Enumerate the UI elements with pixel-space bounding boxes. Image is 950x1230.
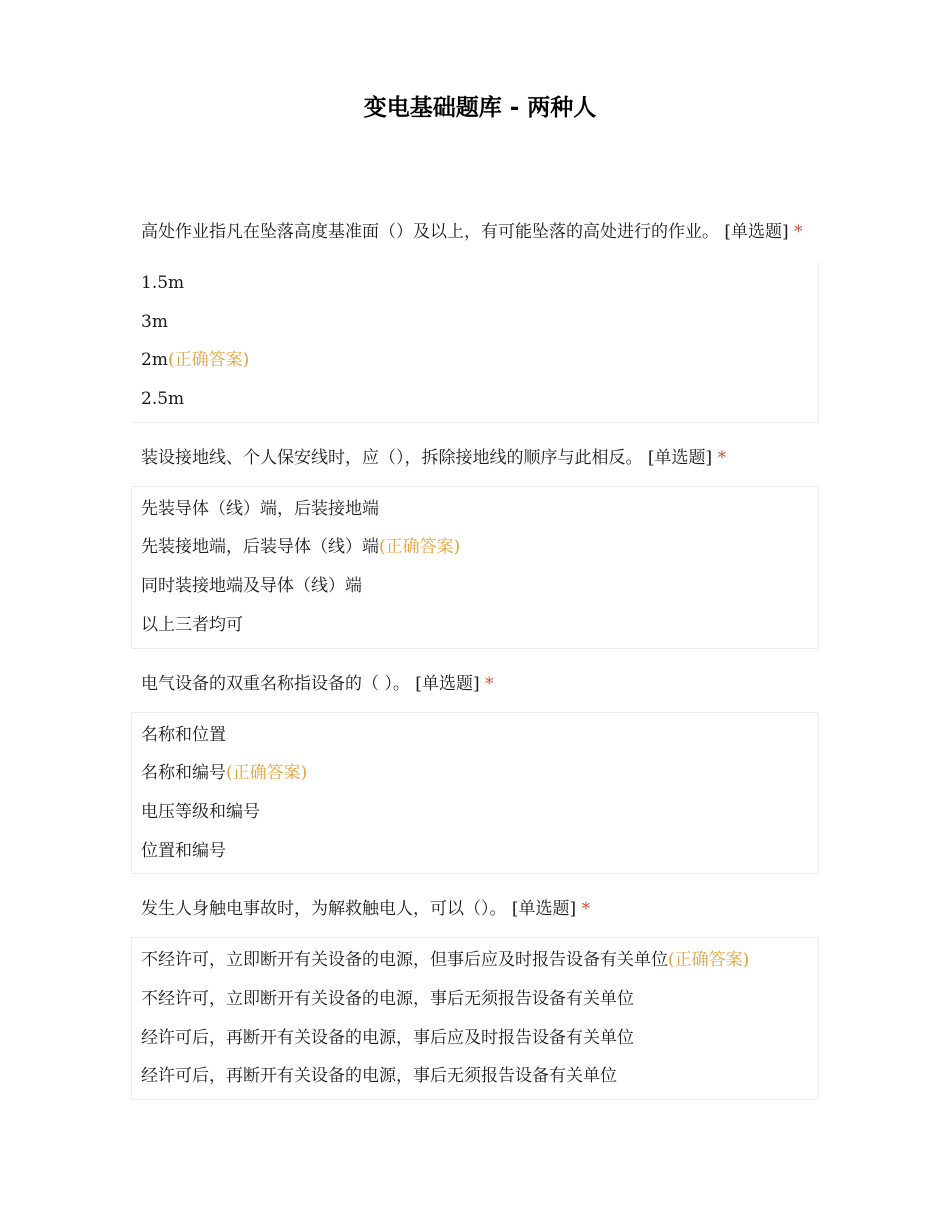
option-label: 位置和编号 (141, 840, 226, 861)
option-item (132, 341, 818, 380)
question-1 (131, 214, 819, 423)
option-label: 以上三者均可 (141, 614, 243, 635)
option-list (131, 712, 819, 875)
option-label: 先装接地端，后装导体（线）端 (141, 537, 379, 558)
option-item (132, 567, 818, 606)
option-item (132, 1057, 818, 1096)
option-item (132, 793, 818, 832)
option-label: 2m (141, 350, 168, 371)
option-label: 名称和编号 (141, 763, 226, 784)
question-3 (131, 666, 819, 875)
correct-answer-tag: (正确答案) (167, 350, 250, 371)
option-list (131, 486, 819, 649)
option-label: 不经许可，立即断开有关设备的电源，但事后应及时报告设备有关单位 (141, 950, 668, 971)
option-label: 经许可后，再断开有关设备的电源，事后应及时报告设备有关单位 (141, 1027, 634, 1048)
option-label: 经许可后，再断开有关设备的电源，事后无须报告设备有关单位 (141, 1066, 617, 1087)
option-item (132, 528, 818, 567)
question-4 (131, 891, 819, 1100)
question-text (131, 214, 819, 251)
option-label: 不经许可，立即断开有关设备的电源，事后无须报告设备有关单位 (141, 988, 634, 1009)
option-item (132, 754, 818, 793)
option-list (131, 260, 819, 423)
required-mark: * (794, 222, 803, 242)
option-item (132, 832, 818, 871)
question-2 (131, 440, 819, 649)
option-label: 先装导体（线）端，后装接地端 (141, 498, 379, 519)
question-stem: 电气设备的双重名称指设备的（ ）。 [单选题] (141, 673, 480, 694)
question-stem: 高处作业指凡在坠落高度基准面（）及以上，有可能坠落的高处进行的作业。 [单选题] (141, 222, 789, 242)
question-stem: 发生人身触电事故时，为解救触电人，可以（）。 [单选题] (141, 899, 577, 920)
option-item (132, 303, 818, 342)
option-item (132, 941, 818, 980)
question-stem: 装设接地线、个人保安线时，应（），拆除接地线的顺序与此相反。 [单选题] (141, 447, 713, 468)
required-mark: * (581, 899, 591, 920)
question-text (131, 666, 819, 703)
option-item (132, 980, 818, 1019)
option-label: 同时装接地端及导体（线）端 (141, 576, 362, 597)
option-item (132, 380, 818, 419)
option-item (132, 264, 818, 303)
option-item (132, 716, 818, 755)
correct-answer-tag: (正确答案) (668, 950, 750, 971)
option-item (132, 490, 818, 529)
required-mark: * (484, 673, 494, 694)
option-item (132, 606, 818, 645)
page-title: 变电基础题库 - 两种人 (363, 95, 597, 121)
option-label: 3m (141, 311, 168, 332)
required-mark: * (717, 447, 727, 468)
option-label: 名称和位置 (141, 724, 226, 745)
option-label: 1.5m (141, 273, 185, 293)
option-label: 2.5m (141, 389, 185, 410)
question-text (131, 891, 819, 928)
option-label: 电压等级和编号 (141, 801, 260, 822)
correct-answer-tag: (正确答案) (379, 537, 461, 558)
question-text (131, 440, 819, 477)
option-item (132, 1019, 818, 1058)
correct-answer-tag: (正确答案) (226, 763, 308, 784)
option-list (131, 937, 819, 1100)
question-list (131, 214, 819, 1117)
